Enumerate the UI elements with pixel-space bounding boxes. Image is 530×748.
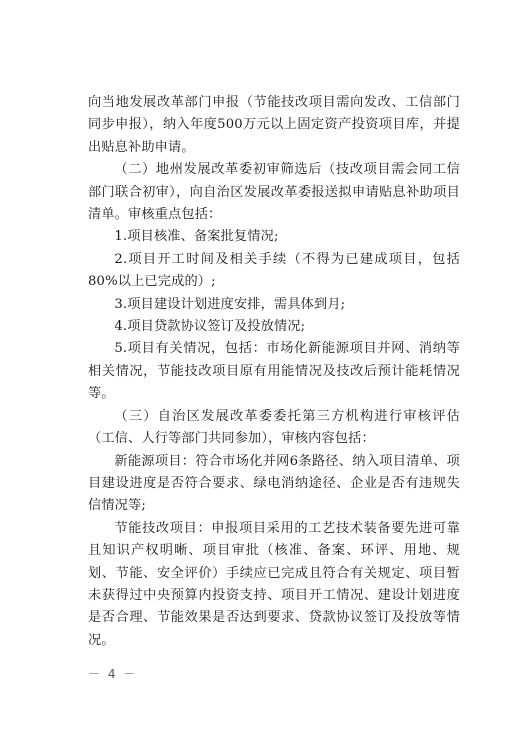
document-body [88, 92, 460, 652]
paragraph-continuation: 向当地发展改革部门申报（节能技改项目需向发改、工信部门同步申报），纳入年度500万元以上固定资产投资项目库，并提出贴息补助申请。 [88, 95, 460, 155]
list-item-5: 5.项目有关情况，包括：市场化新能源项目并网、消纳等相关情况，节能技改项目原有用能情况及技改后预计能耗情况等。 [88, 341, 460, 402]
page-number: － 4 － [88, 667, 138, 681]
list-item-1: 1.项目核准、备案批复情况; [114, 229, 279, 245]
paragraph-section-3: （三）自治区发展改革委委托第三方机构进行审核评估（工信、人行等部门共同参加），审核内容包括： [88, 408, 460, 447]
list-item-3: 3.项目建设计划进度安排，需具体到月; [114, 296, 346, 312]
paragraph-section-2: （二）地州发展改革委初审筛选后（技改项目需会同工信部门联合初审），向自治区发展改革委报送拟申请贴息补助项目清单。审核重点包括： [88, 162, 460, 223]
paragraph-energy-saving: 节能技改项目：申报项目采用的工艺技术装备要先进可靠且知识产权明晰、项目审批（核准、备案、环评、用地、规划、节能、安全评价）手续应已完成且符合有关规定、项目暂未获得过中央预算内投资支持、项目开工情况、建设计划进度是否合理、节能效果是否达到要求、贷款协议签订及投放等情况。 [88, 520, 460, 648]
list-item-4: 4.项目贷款协议签订及投放情况; [114, 319, 306, 335]
list-item-2: 2.项目开工时间及相关手续（不得为已建成项目，包括80%以上已完成的）; [88, 251, 460, 290]
paragraph-new-energy: 新能源项目：符合市场化并网6条路径、纳入项目清单、项目建设进度是否符合要求、绿电消纳途径、企业是否有违规失信情况等; [88, 453, 460, 514]
